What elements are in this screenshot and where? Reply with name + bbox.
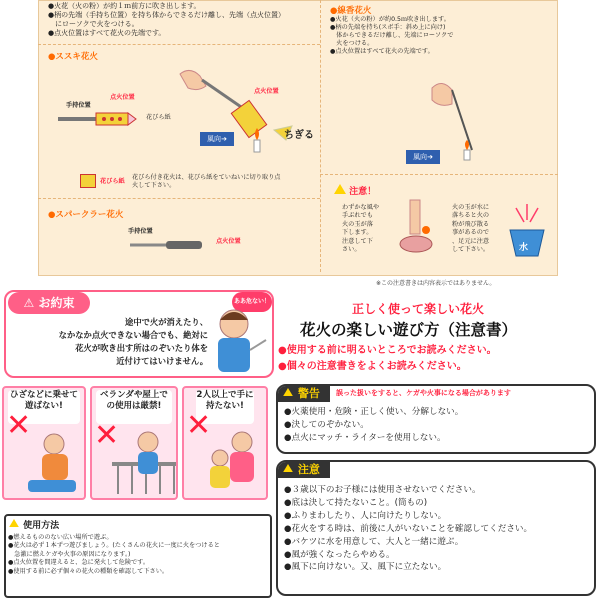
panel-knee-label-box: ひざなどに乗せて遊ばない! [8, 390, 80, 424]
sheet-divider [320, 174, 558, 175]
knee-illustration [22, 430, 82, 496]
caution-right-text: 火の玉が水に 落ちると火の 粉が飛び散る 事があるので 、足元に注意 して下さい。 [452, 204, 490, 254]
sheet-divider [38, 44, 320, 45]
warning-icon [283, 388, 293, 396]
susuki-hand-illustration [170, 60, 320, 168]
petal-note-label: 花びら紙 [100, 178, 125, 185]
warning-icon [283, 464, 293, 472]
senko-heading: ●線香花火 [330, 6, 372, 16]
usage-heading: 使用方法 [8, 518, 59, 531]
sparkler-heading: ●スパークラー花火 [48, 210, 124, 220]
promise-badge: ⚠ お約束 [8, 292, 90, 314]
notice-list: ●３歳以下のお子様には使用させないでください。 ●底は決して持たないこと。(筒もの) ●ふりまわしたり、人に向けたりしない。 ●花火をする時は、前後に人がいないことを確認してください。 ●バケツに水を用意して、大人と一緒に遊ぶ。 ●風が強くなったらやめる。 ●風下に向けない。又、風下に立たない。 [284, 485, 533, 573]
warning-icon [9, 519, 19, 527]
petal-note: 花びら付き花火は、花びら紙をていねいに切り取り点火して下さい。 [132, 174, 281, 189]
top-notes: ●火花（火の粉）が約１ｍ前方に吹き出します。 ●柄の先端（手持ち位置）を持ち体からできるだけ離し、先端（点火位置） にローソクで火をつける。 ●点火位置はすべて花火の先端です。 [48, 2, 286, 37]
panel-balcony-label-box: ベランダや屋上での使用は厳禁! [96, 390, 172, 424]
susuki-petal-label: 花びら紙 [146, 114, 171, 121]
bucket-label: 水 [519, 243, 529, 253]
senko-notes: ●火花（火の粉）が約0.5ｍ吹き出します。 ●柄の先端を持ち(スボ手：斜め上に向け) 体からできるだけ離し、先端にローソクで 火をつける。 ●点火位置はすべて花火の先端です。 [330, 16, 454, 55]
petal-icon [80, 174, 96, 188]
title-bullets: ●使用する前に明るいところでお読みください。 ●個々の注意書きをよくお読みください。 [278, 345, 497, 372]
susuki-heading: ●ススキ花火 [48, 52, 98, 62]
sparkler-hand-label: 手持位置 [128, 228, 153, 235]
main-title: 花火の楽しい遊び方（注意書） [300, 321, 518, 339]
susuki-firework-image [48, 108, 138, 130]
warning-description: 誤った扱いをすると、ケガや火事になる場合があります [336, 389, 511, 397]
promise-text: 途中で火が消えたり、 なかなか点火できない場合でも、絶対に 花火が吹き出す所はのぞいたり体を 近付けてはいけません。 [58, 317, 208, 366]
sparkler-ignite-label: 点火位置 [216, 238, 241, 245]
two-people-illustration [198, 428, 266, 496]
foot-burn-illustration [396, 196, 436, 262]
sparkler-image [126, 238, 206, 252]
susuki-wind-arrow: 風向➔ [200, 132, 234, 146]
warning-icon [334, 184, 346, 194]
susuki-ignite-label: 点火位置 [110, 94, 135, 101]
panel-two-label-box: 2人以上で手に持たない! [196, 390, 254, 424]
tear-label: ちぎる [284, 130, 314, 141]
notice-label: 注意 [278, 462, 330, 478]
susuki-hand-label: 手持位置 [66, 102, 91, 109]
child-illustration [206, 306, 270, 376]
cross-mark-2: ✕ [94, 418, 120, 453]
cross-mark-1: ✕ [6, 408, 32, 443]
warning-list: ●火薬使用・危険・正しく使い、分解しない。 ●決してのぞかない。 ●点火にマッチ・ライターを使用しない。 [284, 407, 464, 443]
sheet-footnote: ※この注意書きは内容表示ではありません。 [376, 280, 496, 287]
caution-top-heading: 注意！ [334, 184, 376, 197]
cross-mark-3: ✕ [186, 408, 212, 443]
caution-left-text: わずかな風や 手ぶれでも 火の玉が落 下します。 注意して下 さい。 [342, 204, 380, 254]
sheet-divider [38, 198, 320, 199]
promise-bubble: ああ危ない！ [232, 292, 272, 312]
balcony-illustration [112, 428, 176, 496]
subtitle: 正しく使って楽しい花火 [352, 302, 485, 316]
usage-list: ●燃えるもののない広い場所で遊ぶ。 ●花火は必ず１本ずつ遊びましょう。(たくさんの花火に一度に火をつけると 急激に燃えケガや火事の原因になります。) ●点火位置を間違えると、急に発火して危険です。 ●使用する前に必ず個々の花火の種類を確認して下さい。 [8, 534, 220, 575]
susuki-ignite-label-2: 点火位置 [254, 88, 279, 95]
warning-label: 警告 [278, 386, 330, 402]
senko-wind-arrow: 風向➔ [406, 150, 440, 164]
sheet-divider-vertical [320, 0, 321, 272]
